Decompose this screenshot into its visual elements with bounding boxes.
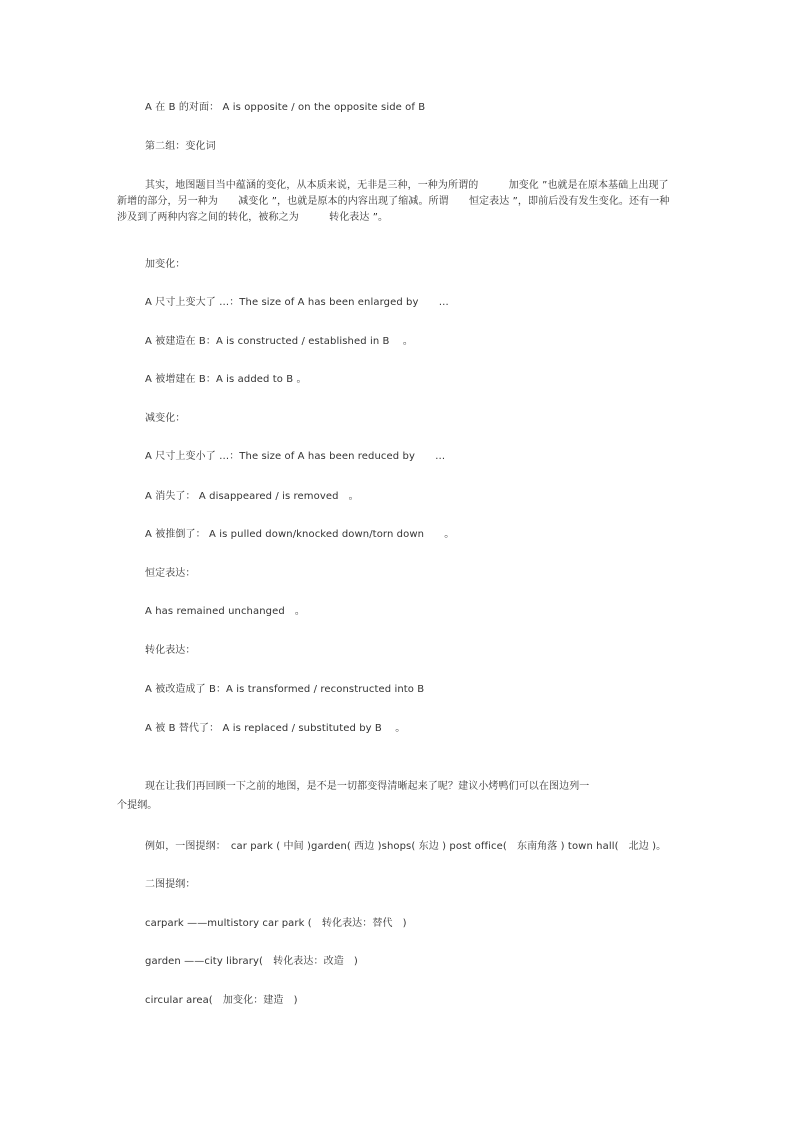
section-heading: 加变化： [145, 259, 186, 270]
text-line: A 被推倒了： A is pulled down/knocked down/torn down 。 [145, 529, 455, 540]
text-line: A has remained unchanged 。 [145, 606, 306, 617]
text-line: A 被改造成了 B：A is transformed / reconstructed into B [145, 684, 425, 695]
section-heading: 转化表达： [145, 645, 196, 656]
paragraph: 其实，地图题目当中蕴涵的变化，从本质来说，无非是三种，一种为所谓的 加变化 ”也就是在原本基础上出现了新增的部分，另一种为 减变化 ”，也就是原本的内容出现了缩减。所谓 恒定表达 ”，即前后没有发生变化。还有一种涉及到了两种内容之间的转化，被称之为 转化表达 ”。 [117, 180, 670, 223]
text-line: 例如，一图提纲： car park ( 中间 )garden( 西边 )shops( 东边 ) post office( 东南角落 ) town hall( 北边 )。 [145, 841, 667, 852]
text-line: garden ——city library( 转化表达：改造 ) [145, 956, 358, 967]
text-line: circular area( 加变化：建造 ) [145, 995, 298, 1006]
text-line: A 被 B 替代了： A is replaced / substituted by B 。 [145, 723, 406, 734]
text-line: A 尺寸上变大了 …：The size of A has been enlarged by … [145, 297, 449, 308]
section-heading: 恒定表达： [145, 568, 196, 579]
text-line: A 被增建在 B：A is added to B 。 [145, 374, 307, 385]
text-line: carpark ——multistory car park ( 转化表达：替代 ) [145, 918, 407, 929]
text-line: A 在 B 的对面： A is opposite / on the opposite side of B [145, 102, 426, 113]
text-line: A 尺寸上变小了 …：The size of A has been reduced by … [145, 451, 446, 462]
section-heading: 二图提纲： [145, 879, 196, 890]
section-heading: 减变化： [145, 413, 186, 424]
text-line: A 被建造在 B：A is constructed / established in B 。 [145, 336, 414, 347]
section-heading: 第二组：变化词 [145, 141, 216, 152]
text-line: A 消失了： A disappeared / is removed 。 [145, 491, 359, 502]
text-line: 个提纲。 [117, 800, 158, 811]
text-line: 现在让我们再回顾一下之前的地图，是不是一切都变得清晰起来了呢？建议小烤鸭们可以在图边列一 [145, 781, 590, 792]
